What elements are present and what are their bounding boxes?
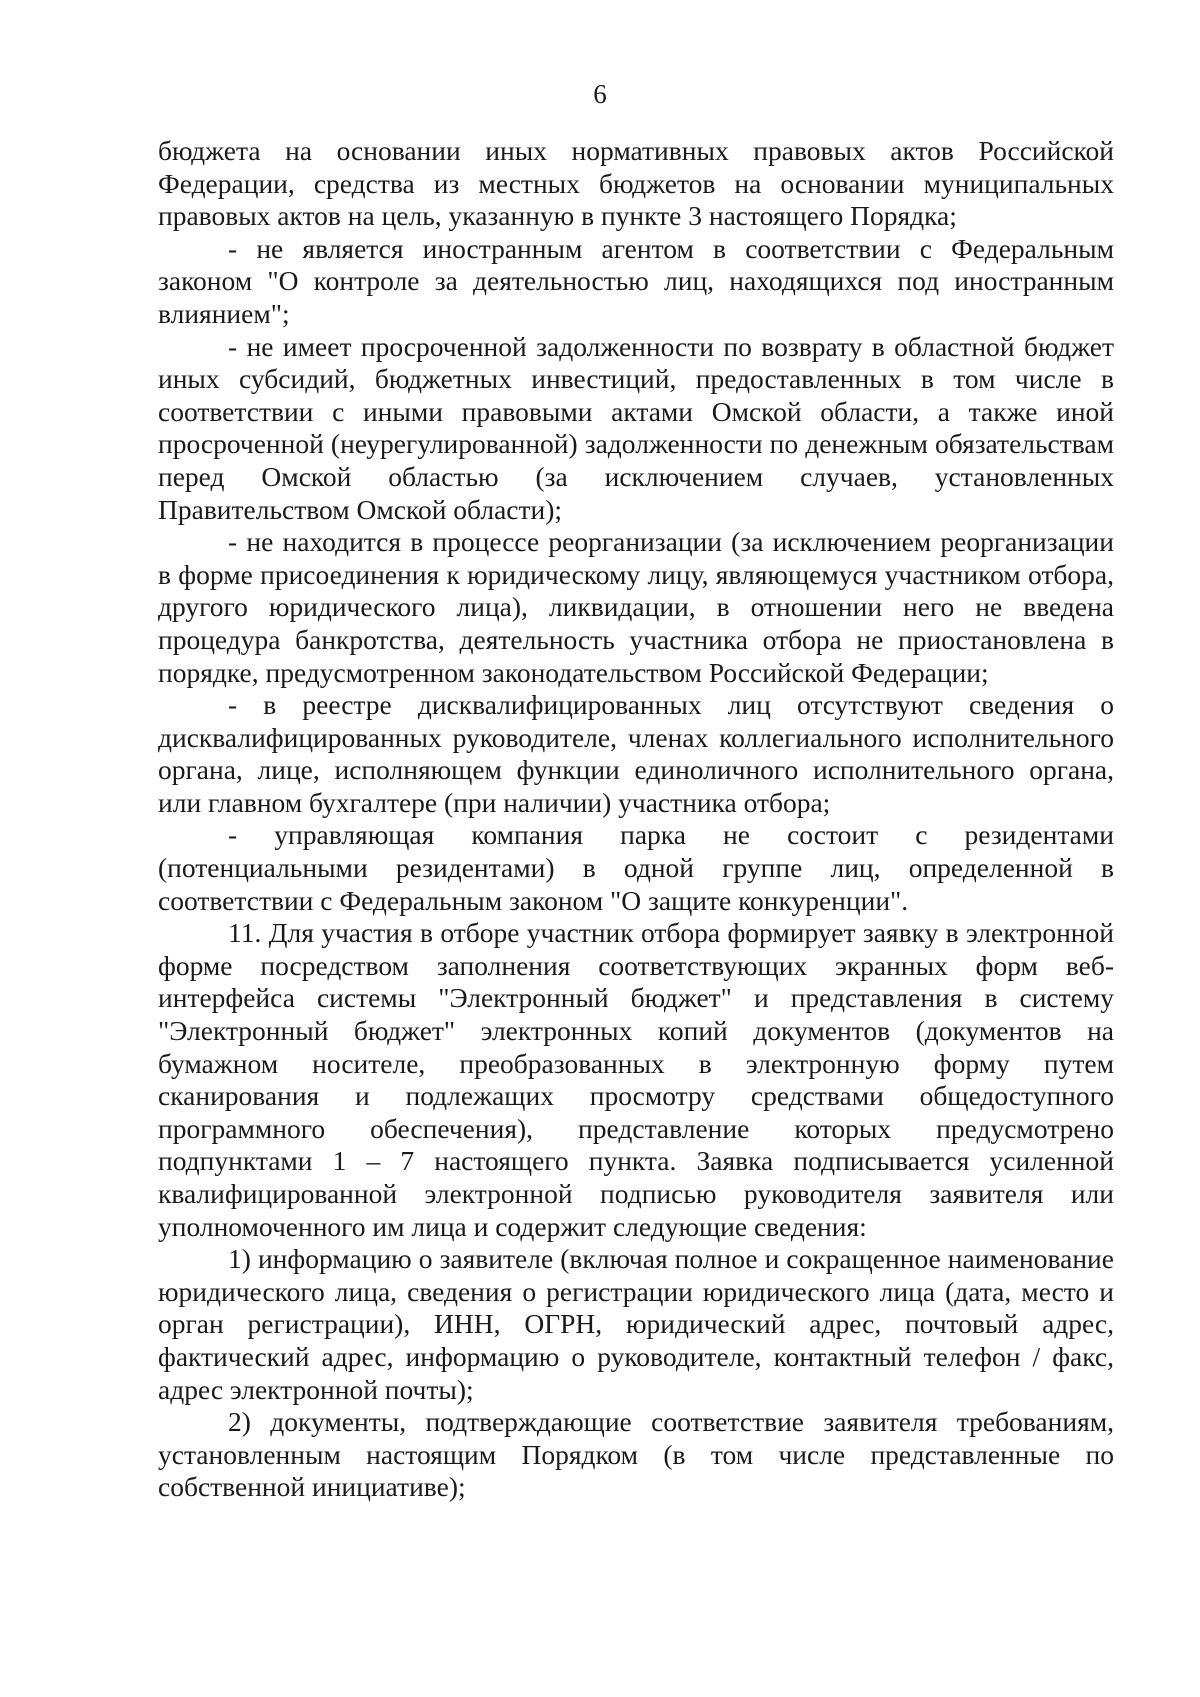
paragraph-subitem-1: 1) информацию о заявителе (включая полное и сокращенное наименование юридического лица, сведения о регистрации юридического лица (дата, место и орган регистрации), ИНН, ОГРН, юридический адрес, почтовый адрес, фактический адрес, информацию о руководителе, контактный телефон / факс, адрес электронной почты); [158,1243,1114,1405]
paragraph-management-company: - управляющая компания парка не состоит с резидентами (потенциальными резидентами) в одной группе лиц, определенной в соответствии с Федеральным законом "О защите конкуренции". [158,819,1114,916]
document-body [158,135,1114,1504]
page-number: 6 [593,79,607,109]
paragraph-no-overdue-debt: - не имеет просроченной задолженности по возврату в областной бюджет иных субсидий, бюджетных инвестиций, предоставленных в том числе в соответствии с иными правовыми актами Омской области, а также иной просроченной (неурегулированной) задолженности по денежным обязательствам перед Омской областью (за исключением случаев, установленных Правительством Омской области); [158,330,1114,525]
paragraph-no-reorganization: - не находится в процессе реорганизации (за исключением реорганизации в форме присоединения к юридическому лицу, являющемуся участником отбора, другого юридического лица), ликвидации, в отношении него не введена процедура банкротства, деятельность участника отбора не приостановлена в порядке, предусмотренном законодательством Российской Федерации; [158,526,1114,688]
paragraph-disqualified-persons: - в реестре дисквалифицированных лиц отсутствуют сведения о дисквалифицированных руководителе, членах коллегиального исполнительного органа, лице, исполняющем функции единоличного исполнительного органа, или главном бухгалтере (при наличии) участника отбора; [158,689,1114,818]
paragraph-subitem-2: 2) документы, подтверждающие соответствие заявителя требованиям, установленным настоящим Порядком (в том числе представленные по собственной инициативе); [158,1406,1114,1503]
paragraph-item-11: 11. Для участия в отборе участник отбора формирует заявку в электронной форме посредством заполнения соответствующих экранных форм веб-интерфейса системы "Электронный бюджет" и представления в систему "Электронный бюджет" электронных копий документов (документов на бумажном носителе, преобразованных в электронную форму путем сканирования и подлежащих просмотру средствами общедоступного программного обеспечения), представление которых предусмотрено подпунктами 1 – 7 настоящего пункта. Заявка подписывается усиленной квалифицированной электронной подписью руководителя заявителя или уполномоченного им лица и содержит следующие сведения: [158,917,1114,1242]
paragraph-foreign-agent: - не является иностранным агентом в соответствии с Федеральным законом "О контроле за деятельностью лиц, находящихся под иностранным влиянием"; [158,232,1114,329]
paragraph-continuation: бюджета на основании иных нормативных правовых актов Российской Федерации, средства из местных бюджетов на основании муниципальных правовых актов на цель, указанную в пункте 3 настоящего Порядка; [158,135,1114,232]
